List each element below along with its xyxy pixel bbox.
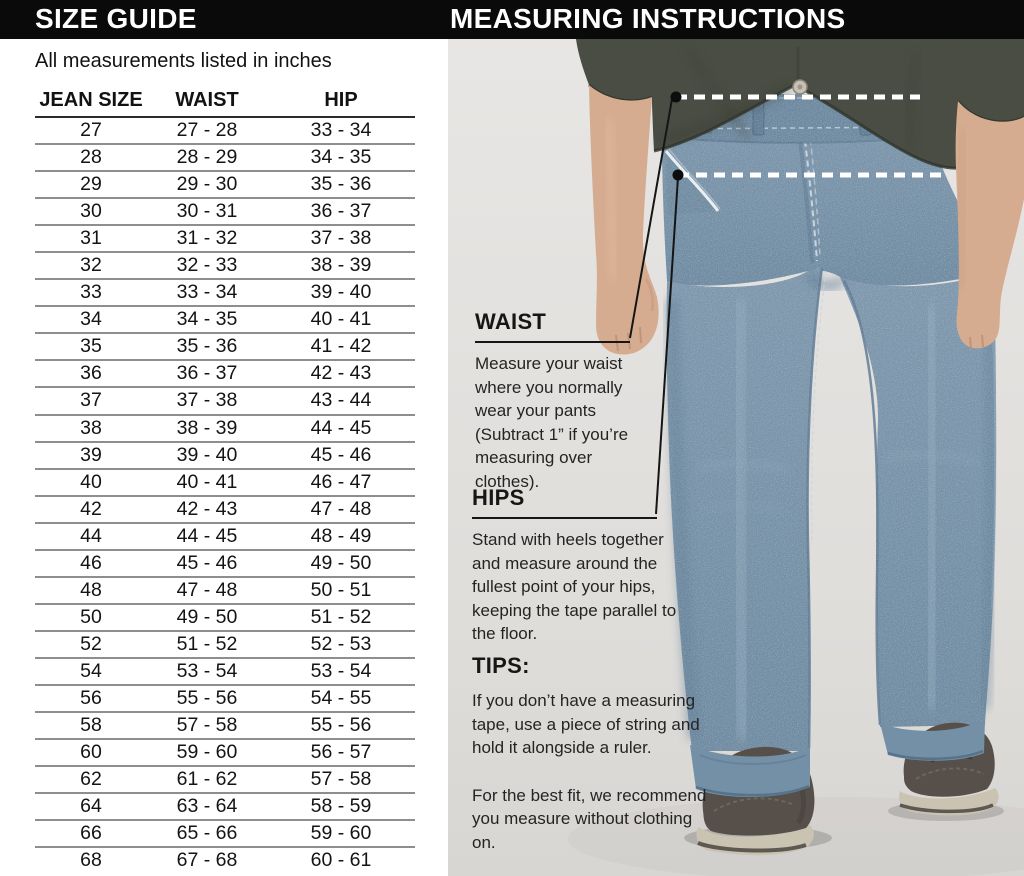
cell-jean-size: 42 bbox=[80, 497, 102, 520]
cell-jean-size: 37 bbox=[80, 389, 102, 412]
table-row bbox=[35, 172, 415, 199]
cell-jean-size: 64 bbox=[80, 795, 102, 818]
tips-heading: TIPS: bbox=[472, 653, 530, 678]
cell-hip-range: 51 - 52 bbox=[310, 605, 372, 628]
cell-jean-size: 40 bbox=[80, 470, 102, 493]
cell-waist-range: 30 - 31 bbox=[176, 200, 238, 223]
cell-waist-range: 49 - 50 bbox=[176, 605, 238, 628]
cell-waist-range: 63 - 64 bbox=[176, 795, 238, 818]
table-row bbox=[35, 578, 415, 605]
table-row bbox=[35, 794, 415, 821]
size-guide-title: SIZE GUIDE bbox=[35, 3, 197, 34]
tips-text-2: For the best fit, we recommend you measure without clothing on. bbox=[472, 785, 707, 852]
cell-hip-range: 60 - 61 bbox=[310, 849, 372, 872]
cell-jean-size: 27 bbox=[80, 119, 102, 142]
cell-hip-range: 46 - 47 bbox=[310, 470, 372, 493]
cell-waist-range: 61 - 62 bbox=[176, 768, 238, 791]
cell-jean-size: 30 bbox=[80, 200, 102, 223]
cell-jean-size: 60 bbox=[80, 741, 102, 764]
table-row bbox=[35, 416, 415, 443]
jean-button bbox=[793, 80, 807, 94]
cell-jean-size: 31 bbox=[80, 227, 102, 250]
cell-hip-range: 33 - 34 bbox=[310, 119, 372, 142]
cell-jean-size: 46 bbox=[80, 551, 102, 574]
header-bar bbox=[0, 0, 1024, 39]
cell-hip-range: 54 - 55 bbox=[310, 687, 372, 709]
table-row bbox=[35, 145, 415, 172]
cell-jean-size: 39 bbox=[80, 443, 102, 466]
cell-jean-size: 33 bbox=[80, 281, 102, 304]
cell-hip-range: 47 - 48 bbox=[310, 497, 372, 520]
cell-waist-range: 34 - 35 bbox=[176, 308, 238, 331]
cell-hip-range: 48 - 49 bbox=[310, 524, 372, 547]
cell-hip-range: 44 - 45 bbox=[310, 416, 372, 439]
table-row bbox=[35, 253, 415, 280]
table-row bbox=[35, 361, 415, 388]
cell-hip-range: 35 - 36 bbox=[310, 173, 372, 196]
table-row bbox=[35, 470, 415, 497]
waist-line-dot bbox=[671, 92, 682, 103]
cell-jean-size: 56 bbox=[80, 687, 102, 709]
table-row bbox=[35, 334, 415, 361]
hips-instructions: Stand with heels together and measure around the fullest point of your hips, keeping the tape parallel to the floor. bbox=[472, 530, 677, 643]
cell-jean-size: 44 bbox=[80, 524, 102, 547]
cell-hip-range: 57 - 58 bbox=[310, 768, 372, 791]
cell-waist-range: 31 - 32 bbox=[176, 227, 238, 250]
cell-hip-range: 34 - 35 bbox=[310, 146, 372, 169]
tips-section bbox=[472, 653, 717, 854]
cell-hip-range: 50 - 51 bbox=[310, 578, 372, 601]
cell-waist-range: 51 - 52 bbox=[176, 632, 238, 655]
measurements-note: All measurements listed in inches bbox=[35, 50, 332, 72]
cell-jean-size: 66 bbox=[80, 822, 102, 845]
table-row bbox=[35, 632, 415, 659]
cell-hip-range: 37 - 38 bbox=[310, 227, 372, 250]
cell-jean-size: 29 bbox=[80, 173, 102, 196]
cell-waist-range: 27 - 28 bbox=[176, 119, 238, 142]
cell-jean-size: 32 bbox=[80, 254, 102, 277]
cell-hip-range: 55 - 56 bbox=[310, 714, 372, 737]
cell-waist-range: 36 - 37 bbox=[176, 362, 238, 385]
measuring-instructions-title: MEASURING INSTRUCTIONS bbox=[450, 3, 846, 34]
cell-waist-range: 33 - 34 bbox=[176, 281, 238, 304]
cell-jean-size: 52 bbox=[80, 632, 102, 655]
column-header: HIP bbox=[324, 88, 358, 111]
cell-jean-size: 28 bbox=[80, 146, 102, 169]
cell-hip-range: 59 - 60 bbox=[310, 822, 372, 845]
cell-jean-size: 50 bbox=[80, 605, 102, 628]
measuring-photo bbox=[448, 39, 1024, 876]
cell-waist-range: 45 - 46 bbox=[176, 551, 238, 574]
cell-waist-range: 40 - 41 bbox=[176, 470, 238, 493]
table-row bbox=[35, 551, 415, 578]
table-row bbox=[35, 388, 415, 415]
cell-waist-range: 29 - 30 bbox=[176, 173, 238, 196]
size-chart-table bbox=[35, 84, 415, 873]
table-row bbox=[35, 524, 415, 551]
waist-section bbox=[475, 309, 660, 493]
cell-waist-range: 37 - 38 bbox=[176, 389, 238, 412]
table-row bbox=[35, 307, 415, 334]
table-row bbox=[35, 605, 415, 632]
cell-hip-range: 39 - 40 bbox=[310, 281, 372, 304]
cell-waist-range: 39 - 40 bbox=[176, 443, 238, 466]
cell-hip-range: 52 - 53 bbox=[310, 632, 372, 655]
waist-underline bbox=[475, 341, 630, 343]
cell-waist-range: 47 - 48 bbox=[176, 578, 238, 601]
hips-heading: HIPS bbox=[472, 485, 525, 510]
cell-waist-range: 53 - 54 bbox=[176, 659, 238, 682]
cell-jean-size: 58 bbox=[80, 714, 102, 737]
cell-waist-range: 28 - 29 bbox=[176, 146, 238, 169]
cell-waist-range: 55 - 56 bbox=[176, 687, 238, 709]
table-row bbox=[35, 280, 415, 307]
table-row bbox=[35, 659, 415, 686]
table-row bbox=[35, 713, 415, 740]
table-row bbox=[35, 686, 415, 713]
cell-hip-range: 56 - 57 bbox=[310, 741, 372, 764]
cell-waist-range: 65 - 66 bbox=[176, 822, 238, 845]
cell-hip-range: 58 - 59 bbox=[310, 795, 372, 818]
cell-waist-range: 42 - 43 bbox=[176, 497, 238, 520]
cell-jean-size: 34 bbox=[80, 308, 102, 331]
cell-hip-range: 53 - 54 bbox=[310, 659, 372, 682]
table-row bbox=[35, 443, 415, 470]
table-row bbox=[35, 118, 415, 145]
cell-waist-range: 59 - 60 bbox=[176, 741, 238, 764]
hips-underline bbox=[472, 517, 657, 519]
table-row bbox=[35, 497, 415, 524]
cell-waist-range: 35 - 36 bbox=[176, 335, 238, 358]
cell-hip-range: 41 - 42 bbox=[310, 335, 372, 358]
cell-jean-size: 48 bbox=[80, 578, 102, 601]
cell-waist-range: 57 - 58 bbox=[176, 714, 238, 737]
table-body bbox=[35, 118, 415, 873]
cell-waist-range: 38 - 39 bbox=[176, 416, 238, 439]
waist-heading: WAIST bbox=[475, 309, 547, 334]
cell-waist-range: 67 - 68 bbox=[176, 849, 238, 872]
cell-hip-range: 43 - 44 bbox=[310, 389, 372, 412]
cell-jean-size: 36 bbox=[80, 362, 102, 385]
table-row bbox=[35, 226, 415, 253]
cell-jean-size: 35 bbox=[80, 335, 102, 358]
cell-hip-range: 40 - 41 bbox=[310, 308, 372, 331]
cell-hip-range: 38 - 39 bbox=[310, 254, 372, 277]
cell-hip-range: 36 - 37 bbox=[310, 200, 372, 223]
cell-waist-range: 32 - 33 bbox=[176, 254, 238, 277]
cell-hip-range: 42 - 43 bbox=[310, 362, 372, 385]
cell-waist-range: 44 - 45 bbox=[176, 524, 238, 547]
cell-hip-range: 49 - 50 bbox=[310, 551, 372, 574]
cell-jean-size: 54 bbox=[80, 659, 102, 682]
hip-line-dot bbox=[673, 170, 684, 181]
waist-instructions: Measure your waist where you normally wear your pants (Subtract 1” if you’re measuring over clothes). bbox=[475, 354, 629, 491]
hips-section bbox=[472, 485, 677, 646]
column-header: JEAN SIZE bbox=[39, 88, 143, 111]
table-row bbox=[35, 848, 415, 873]
cell-hip-range: 45 - 46 bbox=[310, 443, 372, 466]
tips-text-1: If you don’t have a measuring tape, use a piece of string and hold it alongside a ruler. bbox=[472, 691, 700, 757]
table-header-row bbox=[35, 84, 415, 118]
cell-jean-size: 68 bbox=[80, 849, 102, 872]
table-row bbox=[35, 767, 415, 794]
cell-jean-size: 38 bbox=[80, 416, 102, 439]
table-row bbox=[35, 199, 415, 226]
cell-jean-size: 62 bbox=[80, 768, 102, 791]
table-row bbox=[35, 740, 415, 767]
column-header: WAIST bbox=[175, 88, 239, 111]
table-row bbox=[35, 821, 415, 848]
